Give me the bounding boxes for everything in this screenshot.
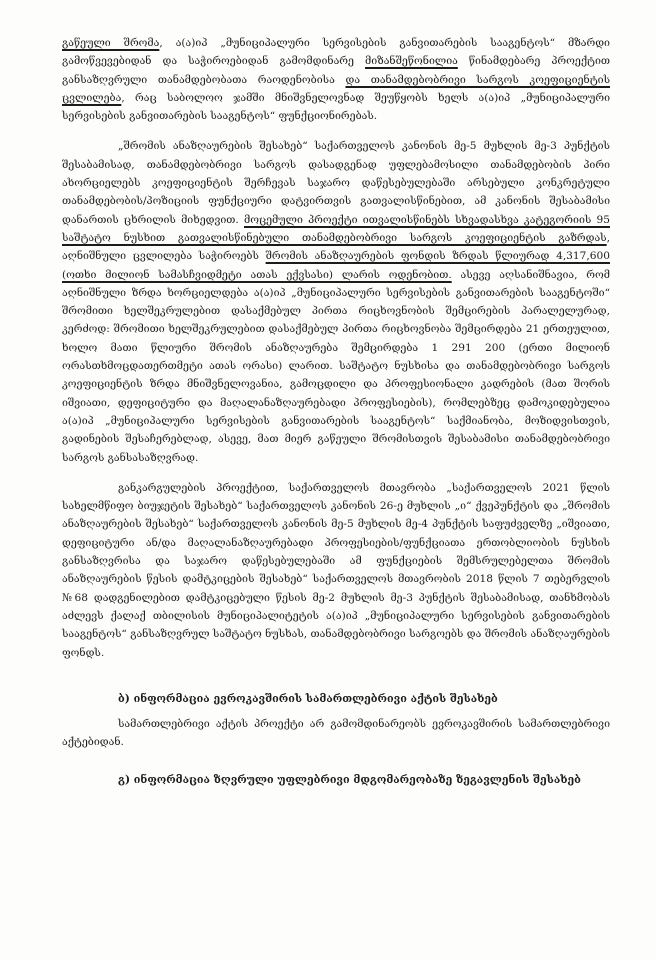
section-heading-eu-law: ბ) ინფორმაცია ევროკავშირის სამართლებრივი აქტის შესახებ <box>118 691 498 705</box>
underlined-phrase: მოცემული პროექტი ითვალისწინებს სხვადასხვა კატეგორიის 95 საშტატო ნუსხით გათვალისწინებული თანამდებობრივი სარგოს კოეფიციენტის გაზრდას <box>62 213 610 244</box>
paragraph-remuneration-law <box>62 137 610 466</box>
text-run: , აღნიშნული ცვლილება საჭიროებს <box>62 231 610 263</box>
text-run: , ა(ა)იპ „მუნიციპალური სერვისების განვითარების სააგენტოს“ მზარდი გამოწვევებიდან და საჭიროებიდან გამომდინარე <box>62 37 610 68</box>
underlined-phrase: გაწეული შრომა <box>62 37 160 49</box>
underlined-phrase: და თანამდებობრივი სარგოს კოეფიციენტის ცვლილება <box>62 73 610 104</box>
paragraph-eu-law: სამართლებრივი აქტის პროექტი არ გამომდინარეობს ევროკავშირის სამართლებრივი აქტებიდან. <box>62 717 610 749</box>
paragraph-staff-rationale <box>62 34 610 125</box>
section-heading-rights-impact: გ) ინფორმაცია ზღვრული უფლებრივი მდგომარეობაზე ზეგავლენის შესახებ <box>118 773 581 787</box>
underlined-phrase: მიზანშეწონილია <box>365 55 458 68</box>
text-run: წინამდებარე პროექტით განსაზღვრული თანამდებობათა რაოდენობისა <box>62 55 610 86</box>
underlined-phrase: შრომის ანაზღაურების ფონდის ზრდას წლიურად 4,317,600 (ოთხი მილიონ სამასჩვიდმეტი ათას ექვსასი) ლარის ოდენობით. <box>62 250 610 281</box>
text-run: , რაც საბოლოო ჯამში მნიშვნელოვნად შეუწყობს ხელს ა(ა)იპ „მუნიციპალური სერვისების განვითარების სააგენტოს“ ფუნქციონირებას. <box>62 91 610 123</box>
paragraph-ordinance-project: განკარგულების პროექტით, საქართველოს მთავრობა „საქართველოს 2021 წლის სახელმწიფო ბიუჯეტის შესახებ“ საქართველოს კანონის 26-ე მუხლის „ი“ ქვეპუნქტის და „შრომის ანაზღაურების შესახებ“ საქართველოს კანონის მე-5 მუხლის მე-4 პუნქტის საფუძველზე „იშვიათი, დეფიციტური ან/და მაღალანაზღაურებადი პროფესიების/ფუნქციათა ერთობლიობის ნუსხის განსაზღვრისა და საჯარო დაწესებულებაში ამ ფუნქციების შემსრულებელთა შრომის ანაზღაურების წესის დამტკიცების შესახებ“ საქართველოს მთავრობის 2018 წლის 7 თებერვლის №68 დადგენილებით დამტკიცებული წესის მე-2 მუხლის მე-3 პუნქტის შესაბამისად, თანხმობას აძლევს ქალაქ თბილისის მუნიციპალიტეტის ა(ა)იპ „მუნიციპალური სერვისების განვითარების სააგენტოს“ განსაზღვრულ საშტატო ნუსხას, თანამდებობრივი სარგოებს და შრომის ანაზღაურების ფონდს. <box>62 481 610 659</box>
text-run: „შრომის ანაზღაურების შესახებ“ საქართველოს კანონის მე-5 მუხლის მე-3 პუნქტის შესაბამისად, თანამდებობრივი სარგოს დასადგენად უფლებამოსილი თანამდებობის პირი ახორციელებს კოეფიციენტის შერჩევას საჯარო დაწესებულებაში არსებული კონკრეტული თანამდებობის/პოზიციის ფუნქციური დატვირთვის გათვალისწინებით, ამ კანონის შესაბამისი დანართის ცხრილის მიხედვით. <box>62 140 610 226</box>
text-run: ასევე აღსანიშნავია, რომ აღნიშნული ზრდა ხორციელდება ა(ა)იპ „მუნიციპალური სერვისების განვითარების სააგენტოში“ შრომითი ხელშეკრულებით დასაქმებულ პირთა რიცხოვნობის შემცირების პარალელურად, კერძოდ: შრომითი ხელშეკრულებით დასაქმებულ პირთა რიცხოვნობა შემცირდება 21 ერთეულით, ხოლო მათი წლიური შრომის ანაზღაურება შემცირდება 1 291 200 (ერთი მილიონ ორასთხმოცდათერთმეტი ათას ორასი) ლარით. საშტატო ნუსხისა და თანამდებობრივი სარგოს კოეფიციენტის ზრდა მნიშვნელოვანია, გამოცდილი და პროფესიონალი კადრების (მათ შორის იშვიათი, დეფიციტური და მაღალანაზღაურებადი პროფესიების), რომლებზეც დამოკიდებულია ა(ა)იპ „მუნიციპალური სერვისების განვითარების სააგენტოს“ საქმიანობა, მოზიდვისთვის, გადინების შესაჩერებლად, ასევე, მათ მიერ გაწეული შრომისთვის შესაბამისი თანამდებობრივი სარგოს განსასაზღვრად. <box>62 268 610 464</box>
